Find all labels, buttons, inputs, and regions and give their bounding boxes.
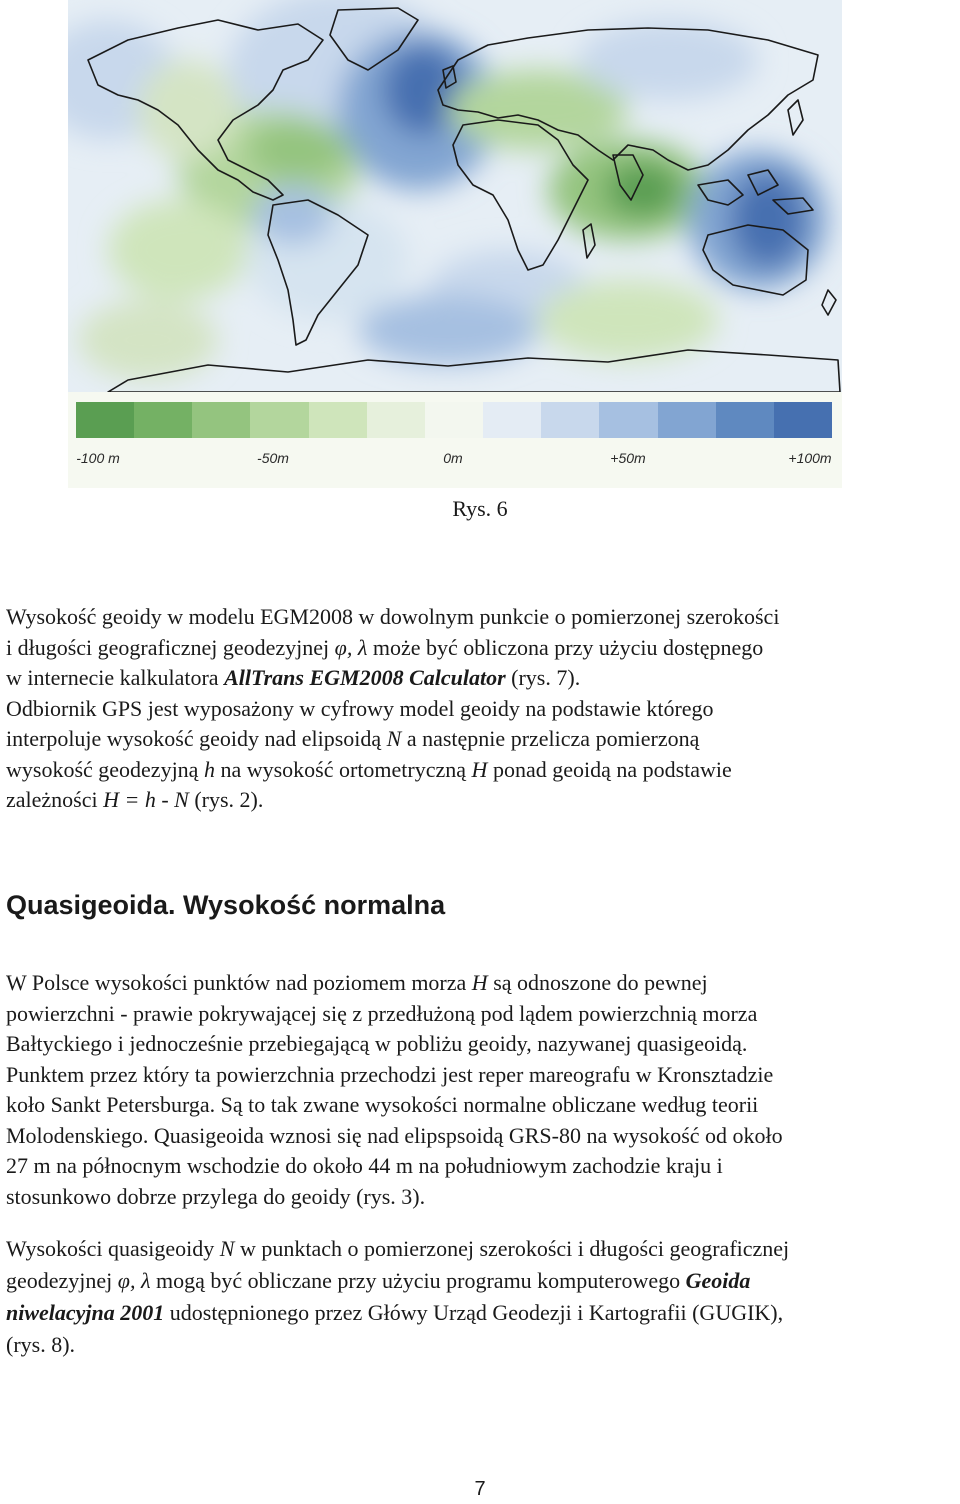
scale-swatch [599,402,657,438]
geoid-map-figure [68,0,842,488]
scale-label: -50m [257,450,289,466]
color-scale-bar [76,402,832,438]
scale-swatch [309,402,367,438]
scale-swatch [658,402,716,438]
program-name: niwelacyjna 2001 [6,1300,165,1325]
scale-swatch [367,402,425,438]
text-line: i długości geograficznej geodezyjnej φ, λ może być obliczona przy użyciu dostępnego [6,634,764,660]
scale-label: +100m [788,450,832,466]
text-line: geodezyjnej φ, λ mogą być obliczane przy użyciu programu komputerowego Geoida [6,1268,751,1293]
text-line: koło Sankt Petersburga. Są to tak zwane wysokości normalne obliczane według teorii [6,1092,759,1117]
section-heading: Quasigeoida. Wysokość normalna [6,890,446,920]
text-line: powierzchni - prawie pokrywającej się z przedłużoną pod lądem powierzchnią morza [6,1000,758,1026]
paragraph-egm2008 [6,602,956,816]
text-line: Molodenskiego. Quasigeoida wznosi się nad elipspsoidą GRS-80 na wysokość od około [6,1122,783,1148]
scale-swatch [192,402,250,438]
scale-swatch [250,402,308,438]
text-line: Punktem przez który ta powierzchnia przechodzi jest reper mareografu w Kronsztadzie [6,1061,774,1087]
scale-swatch [774,402,832,438]
text-line: Bałtyckiego i jednocześnie przebiegającą w pobliżu geoidy, nazywanej quasigeoidą. [6,1031,748,1056]
world-geoid-map [68,0,842,392]
text-line: (rys. 8). [6,1332,76,1357]
paragraph-quasigeoid [6,968,956,1212]
scale-swatch [483,402,541,438]
text-line: w internecie kalkulatora AllTrans EGM2008 Calculator (rys. 7). [6,665,581,690]
text-line: Wysokość geoidy w modelu EGM2008 w dowolnym punkcie o pomierzonej szerokości [6,604,780,629]
text-line: W Polsce wysokości punktów nad poziomem morza H są odnoszone do pewnej [6,970,708,995]
text-line: 27 m na północnym wschodzie do około 44 m na południowym zachodzie kraju i [6,1153,723,1178]
text-line: zależności H = h - N (rys. 2). [6,787,264,812]
scale-swatch [716,402,774,438]
calculator-name: AllTrans EGM2008 Calculator [224,665,506,690]
scale-label: -100 m [76,450,120,466]
color-scale-labels [68,450,842,474]
scale-label: +50m [610,450,646,466]
scale-swatch [76,402,134,438]
page-number: 7 [474,1478,486,1500]
text-line: wysokość geodezyjną h na wysokość ortometryczną H ponad geoidą na podstawie [6,756,732,782]
scale-swatch [134,402,192,438]
text-line: interpoluje wysokość geoidy nad elipsoidą N a następnie przelicza pomierzoną [6,726,700,751]
math-symbol: φ, λ [117,1268,151,1293]
figure-caption: Rys. 6 [452,496,508,521]
math-symbol: φ, λ [334,634,368,660]
formula: H = h - N [103,787,189,812]
text-line: stosunkowo dobrze przylega do geoidy (rys. 3). [6,1183,426,1209]
scale-label: 0m [443,450,463,466]
text-line: niwelacyjna 2001 udostępnionego przez Główy Urząd Geodezji i Kartografii (GUGIK), [6,1300,784,1325]
text-line: Odbiornik GPS jest wyposażony w cyfrowy model geoidy na podstawie którego [6,695,714,721]
text-line: Wysokości quasigeoidy N w punktach o pomierzonej szerokości i długości geograficznej [6,1236,790,1261]
scale-swatch [425,402,483,438]
program-name: Geoida [685,1268,751,1293]
paragraph-geoida-niwelacyjna [6,1233,956,1361]
scale-swatch [541,402,599,438]
